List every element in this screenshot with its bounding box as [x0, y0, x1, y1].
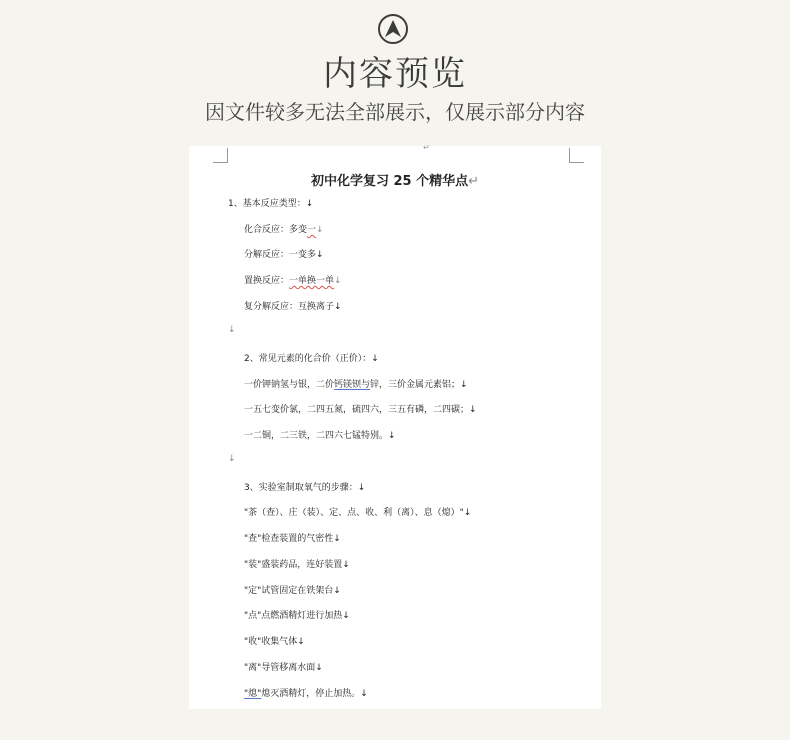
list-item: "查"检查装置的气密性↓ — [244, 534, 341, 544]
list-item: "熄"熄灭酒精灯，停止加热。↓ — [244, 689, 368, 699]
list-item: 分解反应：一变多↓ — [244, 250, 324, 260]
section-heading: 3、实验室制取氧气的步骤：↓ — [244, 483, 366, 493]
list-item: "点"点燃酒精灯进行加热↓ — [244, 611, 350, 621]
list-item: "收"收集气体↓ — [244, 637, 305, 647]
page-title: 内容预览 — [323, 54, 467, 94]
list-item: "定"试管固定在铁架台↓ — [244, 586, 341, 596]
margin-corner-mark — [213, 148, 228, 163]
section-heading: 1、基本反应类型：↓ — [228, 199, 314, 209]
logo-icon — [378, 14, 408, 44]
list-item: 置换反应：一单换一单↓ — [244, 276, 342, 286]
margin-corner-mark — [569, 148, 584, 163]
list-item: 复分解反应：互换离子↓ — [244, 302, 342, 312]
paragraph-mark: ↵ — [423, 143, 430, 152]
document-title: 初中化学复习 25 个精华点↵ — [310, 174, 480, 189]
document-preview — [189, 143, 601, 709]
list-item: "茶（查）、庄（装）、定、点、收、利（离）、息（熄）"↓ — [244, 508, 472, 518]
paragraph-mark: ↓ — [228, 454, 236, 464]
list-item: 化合反应：多变一↓ — [244, 225, 324, 235]
list-item: 一五七变价氯，二四五氮，硫四六，三五有磷，二四碳；↓ — [244, 405, 477, 415]
page-subtitle: 因文件较多无法全部展示，仅展示部分内容 — [205, 100, 585, 124]
list-item: "离"导管移离水面↓ — [244, 663, 323, 673]
section-heading: 2、常见元素的化合价（正价）：↓ — [244, 354, 379, 364]
paragraph-mark: ↓ — [228, 325, 236, 335]
list-item: 一二铜，二三铁，二四六七锰特别。↓ — [244, 431, 396, 441]
list-item: 一价钾钠氢与银，二价钙镁钡与锌，三价金属元素铝；↓ — [244, 380, 468, 390]
list-item: "装"盛装药品，连好装置↓ — [244, 560, 350, 570]
